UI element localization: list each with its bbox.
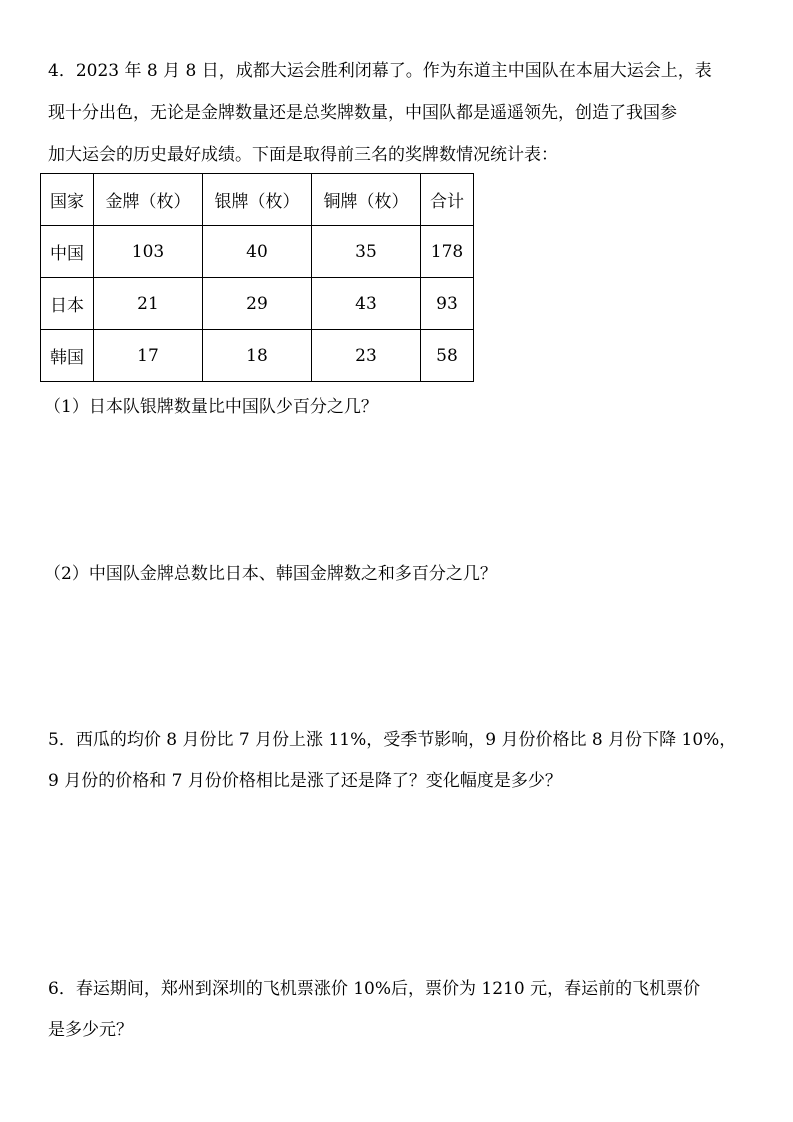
q5-text-line-2: 9 月份的价格和 7 月份价格相比是涨了还是降了？变化幅度是多少？ bbox=[48, 771, 562, 791]
header-country: 国家 bbox=[41, 174, 94, 226]
cell-total: 178 bbox=[421, 226, 474, 278]
cell-silver: 29 bbox=[203, 278, 312, 330]
q4-text-line-3: 加大运会的历史最好成绩。下面是取得前三名的奖牌数情况统计表： bbox=[48, 145, 558, 165]
cell-total: 93 bbox=[421, 278, 474, 330]
q5-text-line-1: 5．西瓜的均价 8 月份比 7 月份上涨 11%，受季节影响，9 月份价格比 8 月份下降 10%， bbox=[48, 730, 737, 750]
q4-subquestion-2: （2）中国队金牌总数比日本、韩国金牌数之和多百分之几？ bbox=[44, 564, 497, 584]
cell-gold: 21 bbox=[94, 278, 203, 330]
cell-country: 韩国 bbox=[41, 330, 94, 382]
cell-country: 日本 bbox=[41, 278, 94, 330]
cell-bronze: 43 bbox=[312, 278, 421, 330]
cell-silver: 40 bbox=[203, 226, 312, 278]
q6-text-line-2: 是多少元？ bbox=[48, 1020, 133, 1040]
cell-country: 中国 bbox=[41, 226, 94, 278]
cell-silver: 18 bbox=[203, 330, 312, 382]
header-total: 合计 bbox=[421, 174, 474, 226]
table-row bbox=[41, 330, 474, 382]
q4-text-line-2: 现十分出色，无论是金牌数量还是总奖牌数量，中国队都是遥遥领先，创造了我国参 bbox=[48, 103, 677, 123]
cell-bronze: 23 bbox=[312, 330, 421, 382]
q4-text-line-1: 4．2023 年 8 月 8 日，成都大运会胜利闭幕了。作为东道主中国队在本届大运会上，表 bbox=[48, 61, 712, 81]
header-silver: 银牌（枚） bbox=[203, 174, 312, 226]
table-row bbox=[41, 278, 474, 330]
cell-bronze: 35 bbox=[312, 226, 421, 278]
cell-gold: 103 bbox=[94, 226, 203, 278]
cell-gold: 17 bbox=[94, 330, 203, 382]
table-header-row bbox=[41, 174, 474, 226]
q4-subquestion-1: （1）日本队银牌数量比中国队少百分之几？ bbox=[44, 397, 378, 417]
medal-table bbox=[40, 173, 474, 382]
q6-text-line-1: 6．春运期间，郑州到深圳的飞机票涨价 10%后，票价为 1210 元，春运前的飞机票价 bbox=[48, 979, 701, 999]
header-gold: 金牌（枚） bbox=[94, 174, 203, 226]
header-bronze: 铜牌（枚） bbox=[312, 174, 421, 226]
cell-total: 58 bbox=[421, 330, 474, 382]
table-row bbox=[41, 226, 474, 278]
